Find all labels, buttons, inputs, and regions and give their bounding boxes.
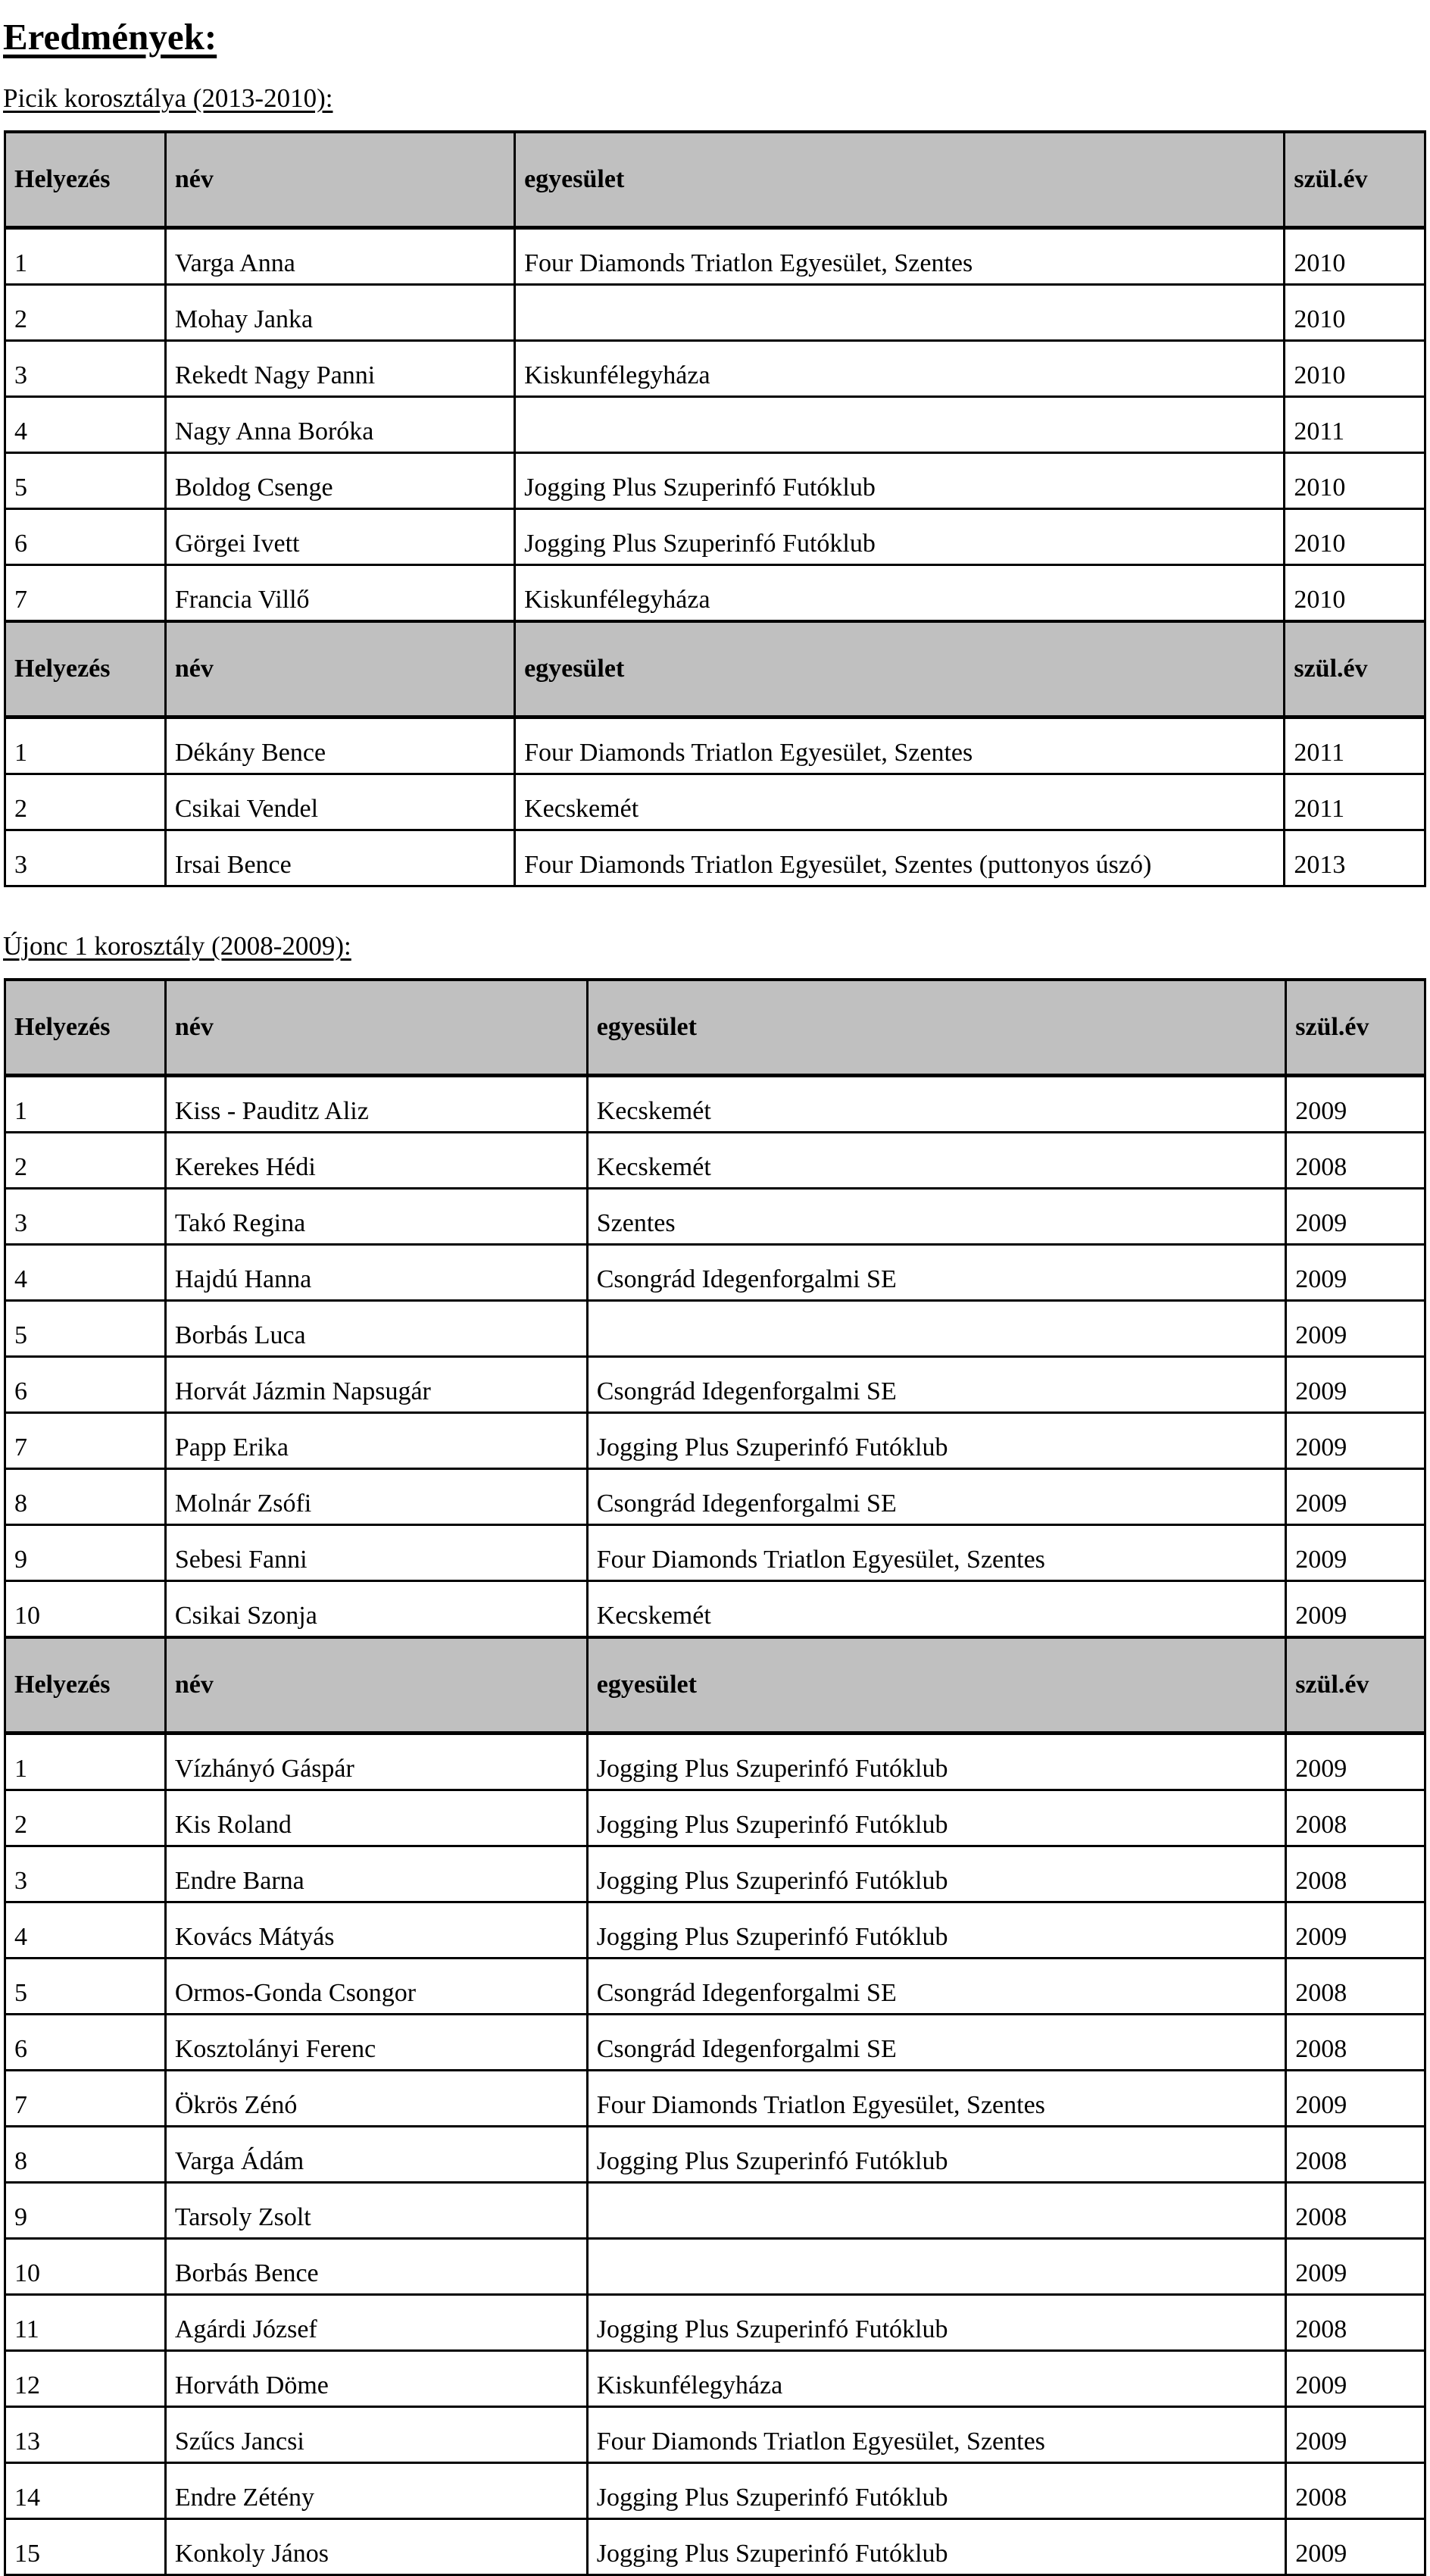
table-row (5, 2239, 1425, 2295)
cell-birth-year: 2009 (1286, 2351, 1425, 2407)
cell-rank: 1 (5, 1733, 166, 1790)
column-header: szül.év (1285, 621, 1425, 717)
cell-name: Varga Ádám (165, 2127, 587, 2183)
cell-rank: 3 (5, 1846, 166, 1902)
cell-birth-year: 2010 (1285, 228, 1425, 285)
table-row (5, 1525, 1425, 1581)
results-table (4, 130, 1426, 887)
cell-name: Görgei Ivett (165, 509, 514, 565)
cell-name: Molnár Zsófi (165, 1469, 587, 1525)
cell-club: Jogging Plus Szuperinfó Futóklub (515, 453, 1285, 509)
results-table (4, 978, 1426, 2576)
table-row (5, 1790, 1425, 1846)
cell-name: Borbás Luca (165, 1301, 587, 1357)
table-row (5, 1245, 1425, 1301)
cell-name: Papp Erika (165, 1413, 587, 1469)
table-row (5, 774, 1425, 830)
section-heading: Picik korosztálya (2013-2010): (3, 83, 333, 113)
cell-birth-year: 2010 (1285, 509, 1425, 565)
cell-club: Four Diamonds Triatlon Egyesület, Szentes (515, 228, 1285, 285)
cell-rank: 2 (5, 285, 166, 341)
cell-rank: 1 (5, 228, 166, 285)
column-header: név (165, 621, 514, 717)
cell-club: Four Diamonds Triatlon Egyesület, Szentes (587, 2407, 1286, 2463)
cell-birth-year: 2008 (1286, 1133, 1425, 1189)
cell-club: Kecskemét (587, 1581, 1286, 1638)
cell-birth-year: 2009 (1286, 1525, 1425, 1581)
cell-club: Csongrád Idegenforgalmi SE (587, 1959, 1286, 2015)
table-row (5, 1581, 1425, 1638)
cell-name: Horváth Döme (165, 2351, 587, 2407)
cell-name: Konkoly János (165, 2519, 587, 2575)
table-row (5, 1469, 1425, 1525)
cell-name: Borbás Bence (165, 2239, 587, 2295)
cell-birth-year: 2009 (1286, 1413, 1425, 1469)
column-header: egyesület (515, 132, 1285, 228)
cell-club: Four Diamonds Triatlon Egyesület, Szentes (587, 2071, 1286, 2127)
table-row (5, 565, 1425, 622)
cell-club: Kiskunfélegyháza (587, 2351, 1286, 2407)
cell-birth-year: 2009 (1286, 2239, 1425, 2295)
cell-name: Tarsoly Zsolt (165, 2183, 587, 2239)
cell-name: Csikai Vendel (165, 774, 514, 830)
cell-name: Horvát Jázmin Napsugár (165, 1357, 587, 1413)
cell-club: Jogging Plus Szuperinfó Futóklub (587, 2295, 1286, 2351)
table-header-row (5, 621, 1425, 717)
cell-name: Hajdú Hanna (165, 1245, 587, 1301)
cell-birth-year: 2009 (1286, 1189, 1425, 1245)
cell-rank: 14 (5, 2463, 166, 2519)
column-header: név (165, 1637, 587, 1733)
cell-club: Jogging Plus Szuperinfó Futóklub (587, 1790, 1286, 1846)
table-row (5, 228, 1425, 285)
cell-rank: 9 (5, 1525, 166, 1581)
column-header: egyesület (587, 980, 1286, 1076)
table-row (5, 2351, 1425, 2407)
cell-name: Sebesi Fanni (165, 1525, 587, 1581)
cell-rank: 3 (5, 341, 166, 397)
cell-birth-year: 2010 (1285, 565, 1425, 622)
cell-birth-year: 2009 (1286, 2407, 1425, 2463)
cell-name: Dékány Bence (165, 717, 514, 774)
cell-birth-year: 2008 (1286, 2015, 1425, 2071)
cell-club: Jogging Plus Szuperinfó Futóklub (587, 2127, 1286, 2183)
cell-club: Four Diamonds Triatlon Egyesület, Szentes (515, 717, 1285, 774)
cell-club (515, 397, 1285, 453)
cell-rank: 1 (5, 1076, 166, 1133)
column-header: szül.év (1286, 980, 1425, 1076)
cell-rank: 13 (5, 2407, 166, 2463)
cell-birth-year: 2009 (1286, 1301, 1425, 1357)
cell-rank: 3 (5, 830, 166, 886)
cell-club: Kiskunfélegyháza (515, 341, 1285, 397)
cell-birth-year: 2011 (1285, 717, 1425, 774)
cell-birth-year: 2008 (1286, 2295, 1425, 2351)
cell-name: Boldog Csenge (165, 453, 514, 509)
cell-name: Csikai Szonja (165, 1581, 587, 1638)
cell-club: Jogging Plus Szuperinfó Futóklub (587, 2463, 1286, 2519)
cell-club: Jogging Plus Szuperinfó Futóklub (587, 2519, 1286, 2575)
cell-club: Jogging Plus Szuperinfó Futóklub (515, 509, 1285, 565)
table-row (5, 830, 1425, 886)
cell-name: Francia Villő (165, 565, 514, 622)
table-row (5, 2407, 1425, 2463)
column-header: Helyezés (5, 1637, 166, 1733)
cell-name: Kovács Mátyás (165, 1902, 587, 1959)
cell-rank: 15 (5, 2519, 166, 2575)
cell-name: Kiss - Pauditz Aliz (165, 1076, 587, 1133)
table-row (5, 2519, 1425, 2575)
cell-rank: 7 (5, 565, 166, 622)
table-row (5, 2015, 1425, 2071)
cell-rank: 6 (5, 1357, 166, 1413)
cell-rank: 11 (5, 2295, 166, 2351)
cell-birth-year: 2009 (1286, 1357, 1425, 1413)
table-header-row (5, 132, 1425, 228)
cell-name: Szűcs Jancsi (165, 2407, 587, 2463)
table-row (5, 2071, 1425, 2127)
page-title: Eredmények: (3, 16, 217, 58)
cell-birth-year: 2008 (1286, 1959, 1425, 2015)
cell-name: Takó Regina (165, 1189, 587, 1245)
cell-name: Rekedt Nagy Panni (165, 341, 514, 397)
cell-birth-year: 2008 (1286, 2183, 1425, 2239)
cell-birth-year: 2009 (1286, 1581, 1425, 1638)
result-section (0, 58, 1430, 887)
result-section (0, 887, 1430, 2576)
column-header: név (165, 132, 514, 228)
cell-rank: 2 (5, 1790, 166, 1846)
cell-rank: 9 (5, 2183, 166, 2239)
cell-birth-year: 2009 (1286, 2071, 1425, 2127)
cell-rank: 4 (5, 1245, 166, 1301)
column-header: szül.év (1285, 132, 1425, 228)
table-row (5, 1133, 1425, 1189)
cell-birth-year: 2010 (1285, 341, 1425, 397)
cell-club (587, 2183, 1286, 2239)
cell-club (515, 285, 1285, 341)
cell-name: Kosztolányi Ferenc (165, 2015, 587, 2071)
cell-name: Mohay Janka (165, 285, 514, 341)
cell-rank: 1 (5, 717, 166, 774)
cell-birth-year: 2010 (1285, 285, 1425, 341)
column-header: egyesület (587, 1637, 1286, 1733)
cell-rank: 10 (5, 1581, 166, 1638)
cell-birth-year: 2008 (1286, 2127, 1425, 2183)
cell-club: Csongrád Idegenforgalmi SE (587, 1469, 1286, 1525)
table-header-row (5, 1637, 1425, 1733)
cell-rank: 7 (5, 1413, 166, 1469)
cell-rank: 10 (5, 2239, 166, 2295)
table-row (5, 1301, 1425, 1357)
cell-club: Four Diamonds Triatlon Egyesület, Szentes (587, 1525, 1286, 1581)
section-heading: Újonc 1 korosztály (2008-2009): (3, 931, 351, 961)
table-row (5, 1189, 1425, 1245)
cell-club (587, 2239, 1286, 2295)
cell-name: Vízhányó Gáspár (165, 1733, 587, 1790)
cell-rank: 12 (5, 2351, 166, 2407)
cell-birth-year: 2009 (1286, 1469, 1425, 1525)
cell-rank: 4 (5, 1902, 166, 1959)
table-row (5, 2127, 1425, 2183)
table-row (5, 1733, 1425, 1790)
cell-club: Szentes (587, 1189, 1286, 1245)
sections (0, 58, 1430, 2576)
column-header: Helyezés (5, 980, 166, 1076)
cell-club: Csongrád Idegenforgalmi SE (587, 2015, 1286, 2071)
table-row (5, 2295, 1425, 2351)
cell-club: Kecskemét (587, 1133, 1286, 1189)
cell-birth-year: 2008 (1286, 1846, 1425, 1902)
cell-name: Endre Barna (165, 1846, 587, 1902)
cell-rank: 2 (5, 1133, 166, 1189)
cell-rank: 6 (5, 2015, 166, 2071)
table-row (5, 1413, 1425, 1469)
column-header: Helyezés (5, 132, 166, 228)
cell-name: Endre Zétény (165, 2463, 587, 2519)
cell-club: Jogging Plus Szuperinfó Futóklub (587, 1733, 1286, 1790)
table-row (5, 1846, 1425, 1902)
column-header: név (165, 980, 587, 1076)
cell-birth-year: 2011 (1285, 397, 1425, 453)
cell-rank: 3 (5, 1189, 166, 1245)
cell-birth-year: 2009 (1286, 1902, 1425, 1959)
cell-name: Nagy Anna Boróka (165, 397, 514, 453)
table-row (5, 2463, 1425, 2519)
cell-club: Kiskunfélegyháza (515, 565, 1285, 622)
cell-rank: 5 (5, 1959, 166, 2015)
cell-birth-year: 2010 (1285, 453, 1425, 509)
cell-name: Agárdi József (165, 2295, 587, 2351)
cell-club: Kecskemét (515, 774, 1285, 830)
table-row (5, 397, 1425, 453)
cell-rank: 8 (5, 1469, 166, 1525)
cell-birth-year: 2009 (1286, 1733, 1425, 1790)
cell-club: Jogging Plus Szuperinfó Futóklub (587, 1902, 1286, 1959)
table-row (5, 717, 1425, 774)
cell-name: Ökrös Zénó (165, 2071, 587, 2127)
column-header: szül.év (1286, 1637, 1425, 1733)
table-row (5, 341, 1425, 397)
cell-club: Csongrád Idegenforgalmi SE (587, 1357, 1286, 1413)
cell-birth-year: 2009 (1286, 2519, 1425, 2575)
cell-name: Kerekes Hédi (165, 1133, 587, 1189)
cell-birth-year: 2013 (1285, 830, 1425, 886)
cell-name: Ormos-Gonda Csongor (165, 1959, 587, 2015)
cell-rank: 5 (5, 453, 166, 509)
table-header-row (5, 980, 1425, 1076)
cell-rank: 4 (5, 397, 166, 453)
cell-club: Jogging Plus Szuperinfó Futóklub (587, 1413, 1286, 1469)
cell-club: Jogging Plus Szuperinfó Futóklub (587, 1846, 1286, 1902)
cell-rank: 5 (5, 1301, 166, 1357)
cell-rank: 8 (5, 2127, 166, 2183)
cell-club: Four Diamonds Triatlon Egyesület, Szentes (puttonyos úszó) (515, 830, 1285, 886)
table-row (5, 509, 1425, 565)
cell-club: Kecskemét (587, 1076, 1286, 1133)
table-row (5, 2183, 1425, 2239)
table-row (5, 285, 1425, 341)
cell-club (587, 1301, 1286, 1357)
cell-name: Kis Roland (165, 1790, 587, 1846)
table-row (5, 1076, 1425, 1133)
cell-birth-year: 2009 (1286, 1076, 1425, 1133)
cell-rank: 7 (5, 2071, 166, 2127)
cell-birth-year: 2009 (1286, 1245, 1425, 1301)
table-row (5, 1357, 1425, 1413)
cell-name: Varga Anna (165, 228, 514, 285)
column-header: Helyezés (5, 621, 166, 717)
cell-name: Irsai Bence (165, 830, 514, 886)
cell-birth-year: 2011 (1285, 774, 1425, 830)
cell-rank: 2 (5, 774, 166, 830)
cell-birth-year: 2008 (1286, 2463, 1425, 2519)
cell-rank: 6 (5, 509, 166, 565)
table-row (5, 453, 1425, 509)
cell-birth-year: 2008 (1286, 1790, 1425, 1846)
column-header: egyesület (515, 621, 1285, 717)
table-row (5, 1959, 1425, 2015)
table-row (5, 1902, 1425, 1959)
cell-club: Csongrád Idegenforgalmi SE (587, 1245, 1286, 1301)
